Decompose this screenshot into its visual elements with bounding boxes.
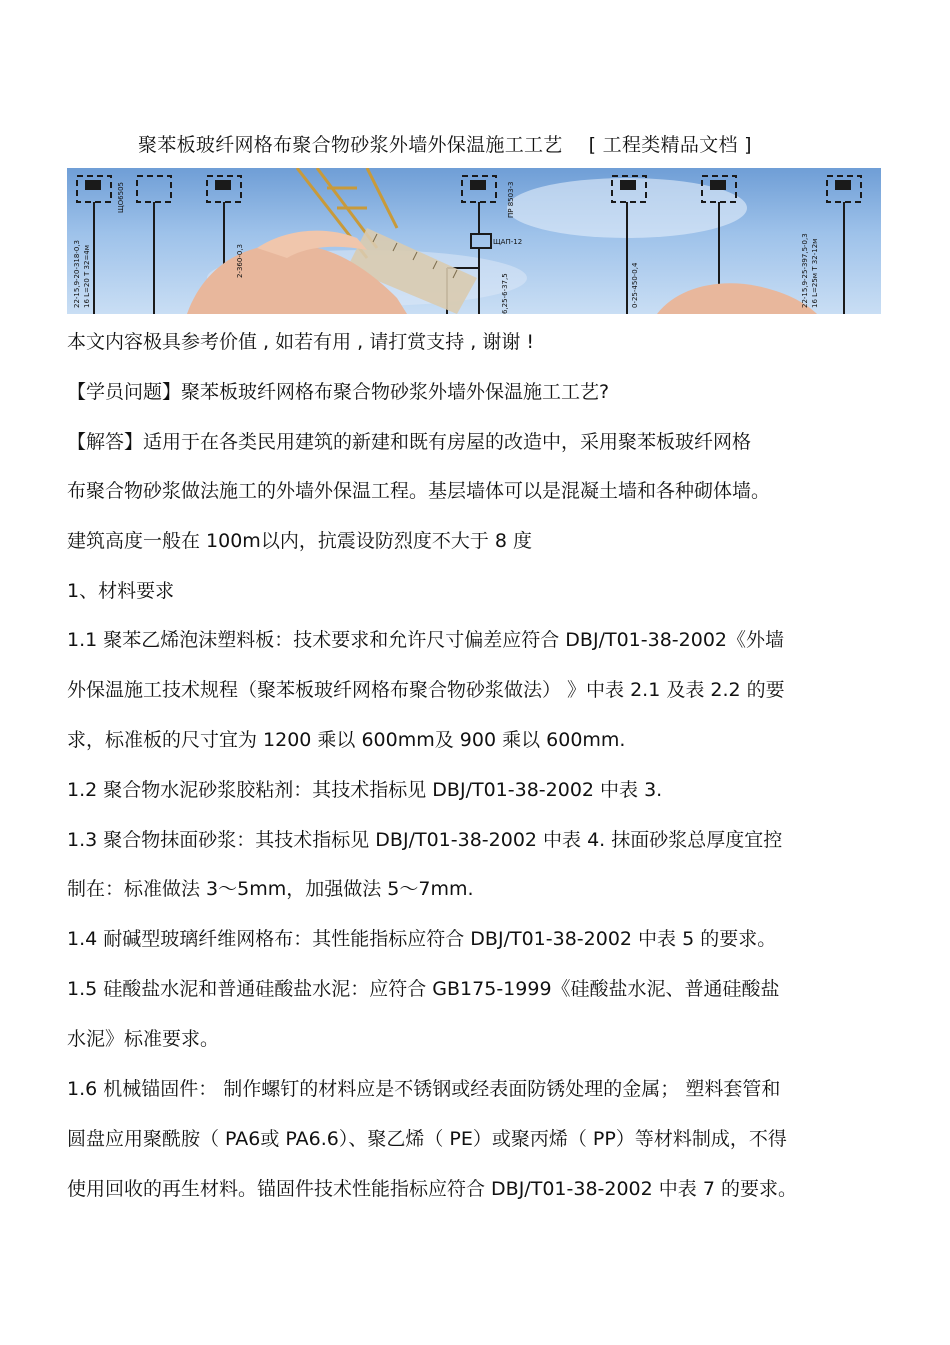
item-1-2: 1.2 聚合物水泥砂浆胶粘剂：其技术指标见 DBJ/T01-38-2002 中表 3.: [67, 779, 663, 801]
banner-label-pr: ПР 8503-3: [507, 181, 515, 218]
banner-label-e: 6,25-6-37,5: [501, 273, 509, 314]
item-1-6-line-2: 圆盘应用聚酰胺（ PA6或 PA6.6）、聚乙烯（ PE）或聚丙烯（ PP）等材料制成，不得: [67, 1128, 787, 1150]
answer-line-1: 【解答】适用于在各类民用建筑的新建和既有房屋的改造中，采用聚苯板玻纤网格: [67, 431, 752, 453]
title-text: 聚苯板玻纤网格布聚合物砂浆外墙外保温施工工艺: [138, 134, 563, 156]
banner-label-shap: ЩАП-12: [493, 238, 523, 246]
banner-label-b: 22-15,9-20-318-0,3: [73, 240, 81, 308]
item-1-5-line-1: 1.5 硅酸盐水泥和普通硅酸盐水泥：应符合 GB175-1999《硅酸盐水泥、普通硅酸盐: [67, 978, 780, 1000]
title-tag: [ 工程类精品文档 ]: [588, 134, 752, 156]
banner-label-shch: ЩО6505: [117, 182, 125, 213]
item-1-1-line-1: 1.1 聚苯乙烯泡沫塑料板：技术要求和允许尺寸偏差应符合 DBJ/T01-38-2002《外墙: [67, 629, 784, 651]
item-1-6-line-3: 使用回收的再生材料。锚固件技术性能指标应符合 DBJ/T01-38-2002 中表 7 的要求。: [67, 1178, 797, 1200]
banner-label-c: 16 L=20 T 32=4м: [83, 244, 91, 308]
item-1-3-line-2: 制在：标准做法 3～5mm，加强做法 5～7mm.: [67, 878, 474, 900]
section-heading: 1、材料要求: [67, 580, 175, 602]
banner-label-a: 2-360-0,3: [236, 244, 244, 278]
banner-label-d: 0-25-450-0,4: [631, 262, 639, 308]
item-1-1-line-2: 外保温施工技术规程（聚苯板玻纤网格布聚合物砂浆做法） 》中表 2.1 及表 2.2 的要: [67, 679, 785, 701]
page-title: [138, 130, 752, 157]
blueprint-illustration: [67, 168, 881, 314]
banner-label-f: 22-15,9-25-397,5-0,3: [801, 233, 809, 308]
item-1-3-line-1: 1.3 聚合物抹面砂浆：其技术指标见 DBJ/T01-38-2002 中表 4. 抹面砂浆总厚度宜控: [67, 829, 783, 851]
intro-note: 本文内容极具参考价值 , 如若有用 , 请打赏支持 , 谢谢 !: [67, 331, 535, 353]
answer-line-3: 建筑高度一般在 100m以内，抗震设防烈度不大于 8 度: [67, 530, 532, 552]
banner-image: [67, 168, 881, 314]
question-line: 【学员问题】聚苯板玻纤网格布聚合物砂浆外墙外保温施工工艺?: [67, 381, 610, 403]
item-1-1-line-3: 求，标准板的尺寸宜为 1200 乘以 600mm及 900 乘以 600mm.: [67, 729, 626, 751]
answer-line-2: 布聚合物砂浆做法施工的外墙外保温工程。基层墙体可以是混凝土墙和各种砌体墙。: [67, 480, 771, 502]
banner-label-g: 16 L=25м T 32-12м: [811, 238, 819, 308]
item-1-5-line-2: 水泥》标准要求。: [67, 1028, 220, 1050]
item-1-6-line-1: 1.6 机械锚固件： 制作螺钉的材料应是不锈钢或经表面防锈处理的金属； 塑料套管和: [67, 1078, 781, 1100]
item-1-4: 1.4 耐碱型玻璃纤维网格布：其性能指标应符合 DBJ/T01-38-2002 中表 5 的要求。: [67, 928, 777, 950]
